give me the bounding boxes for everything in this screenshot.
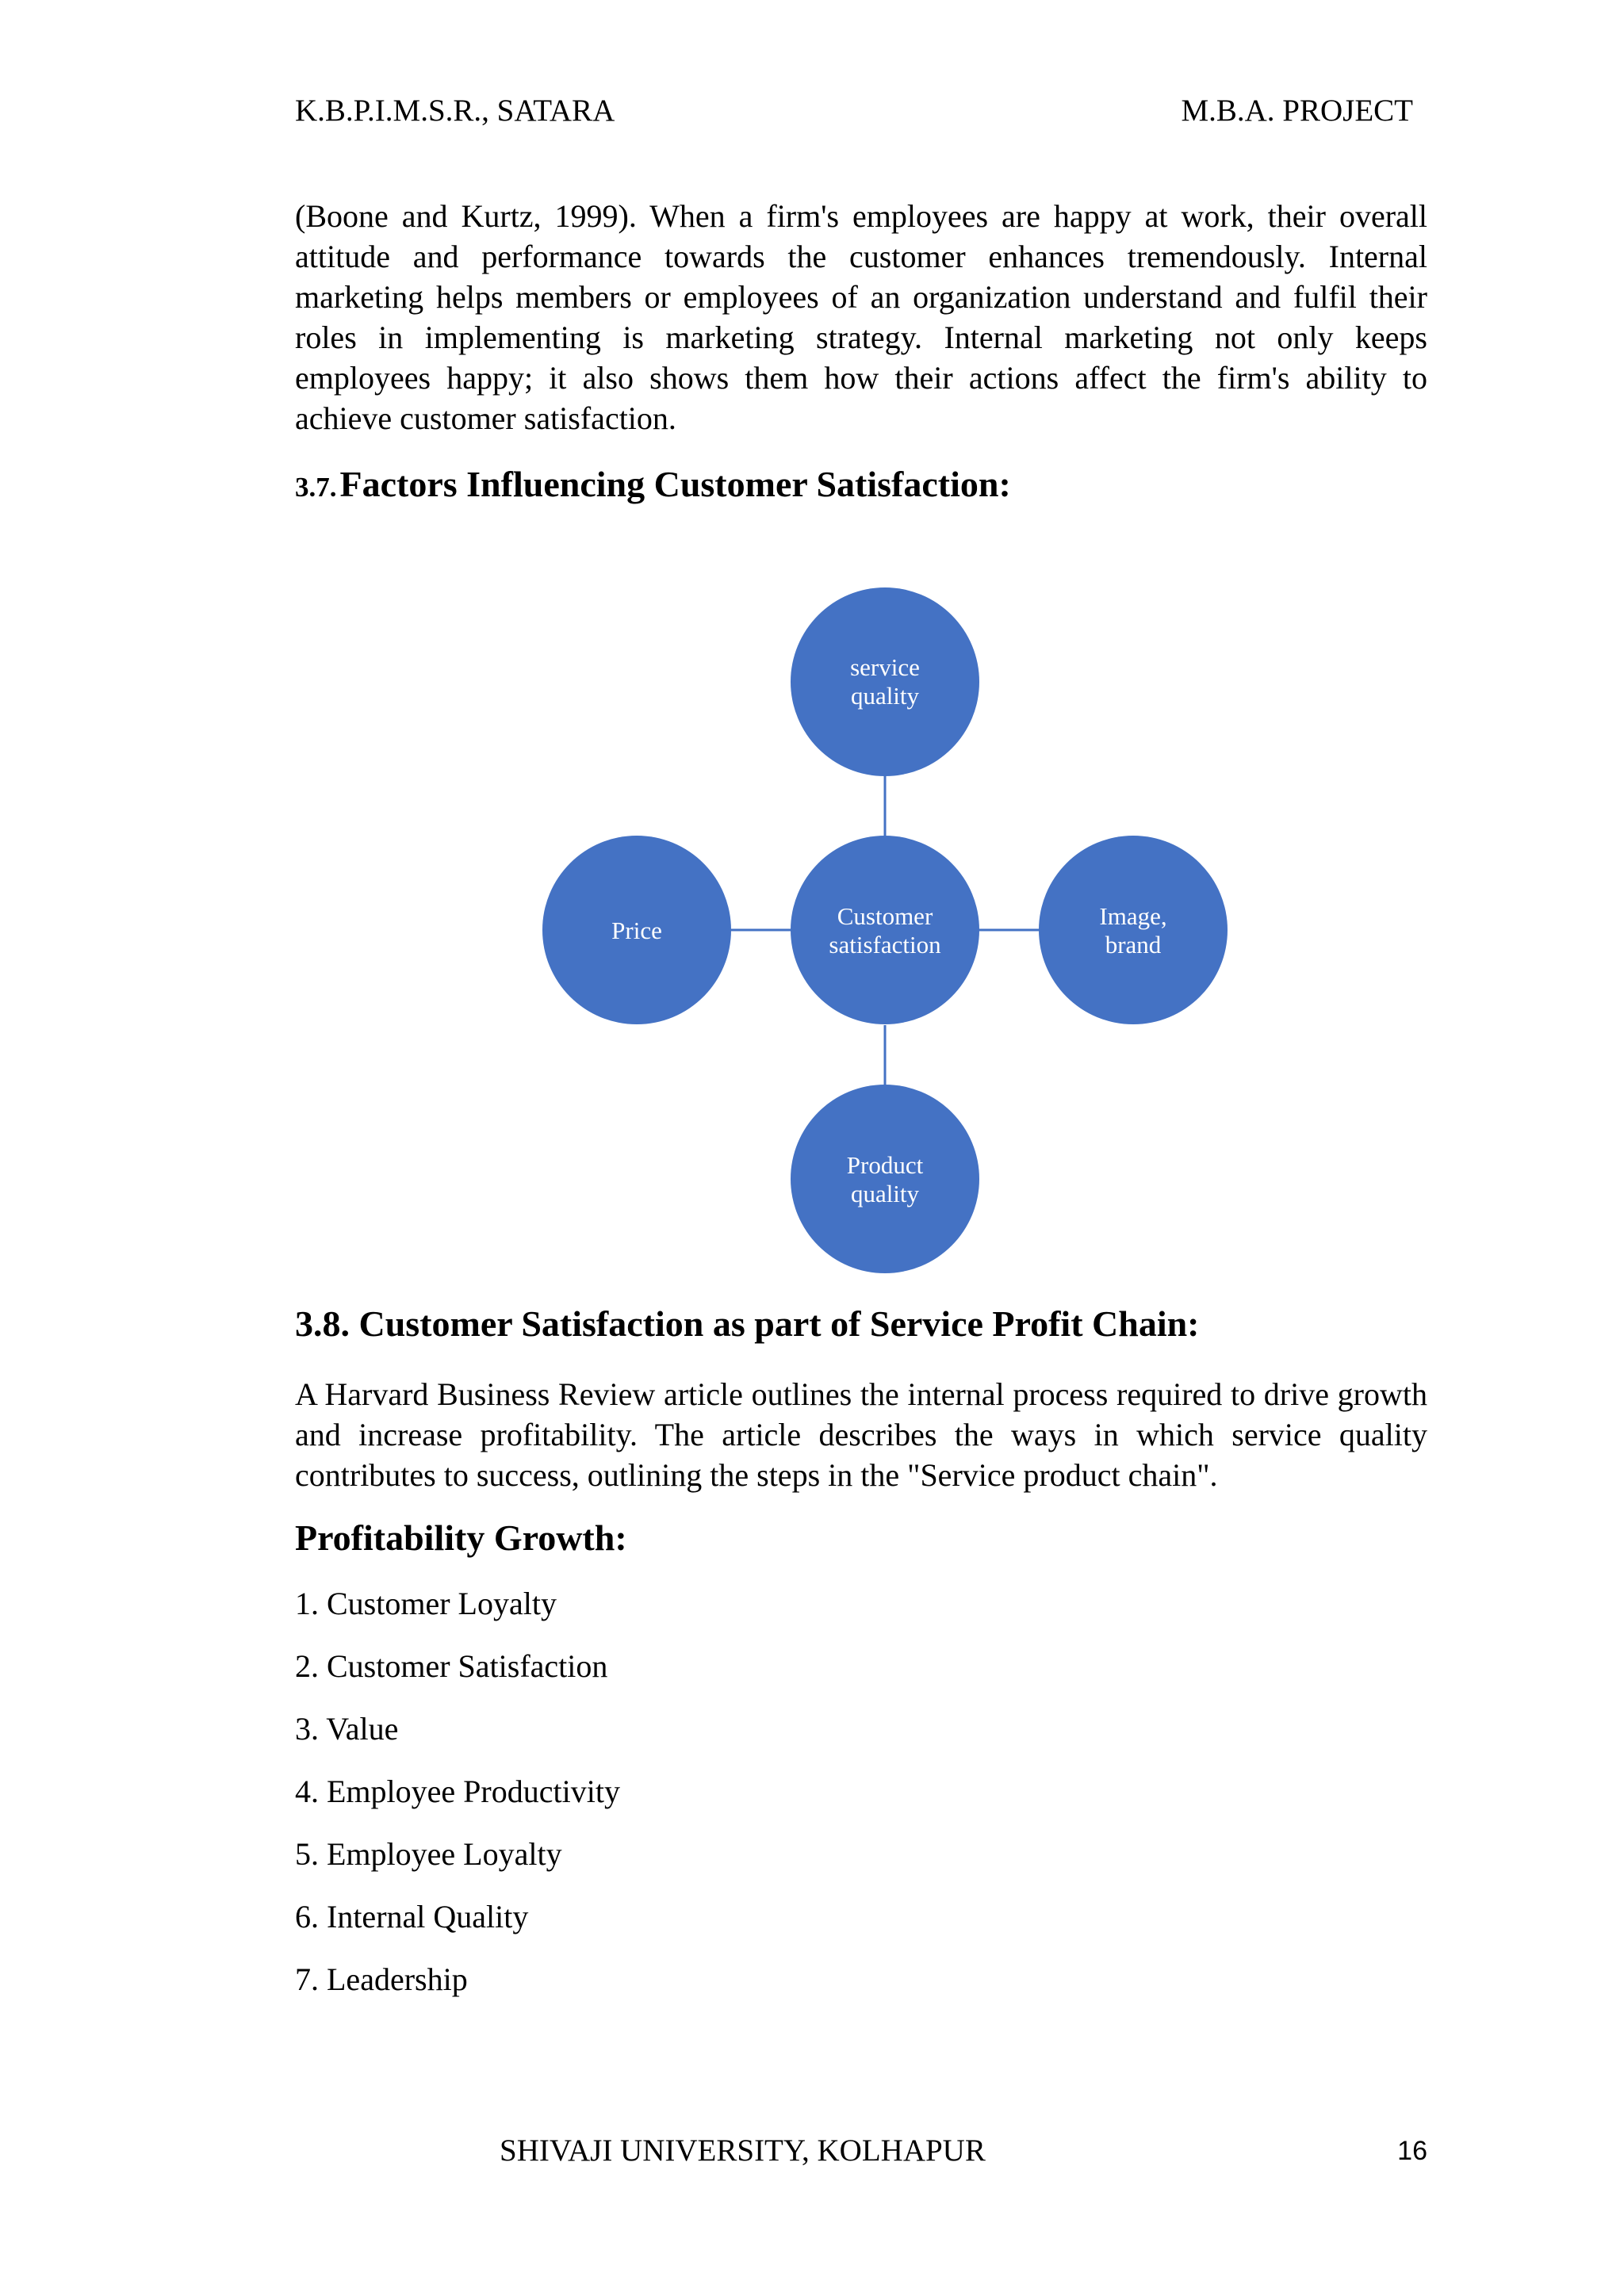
footer-university: SHIVAJI UNIVERSITY, KOLHAPUR — [500, 2133, 986, 2168]
node-service-quality-line2: quality — [850, 682, 920, 710]
node-product-quality — [791, 1085, 979, 1273]
list-item: 7. Leadership — [295, 1961, 468, 1997]
list-item: 4. Employee Productivity — [295, 1774, 620, 1809]
node-price-label: Price — [611, 916, 662, 944]
node-product-quality-line2: quality — [850, 1180, 920, 1207]
node-center-line1: Customer — [837, 902, 933, 930]
section-3-7-number: 3.7. — [295, 472, 337, 503]
list-item: 6. Internal Quality — [295, 1899, 529, 1934]
node-image-brand — [1039, 836, 1228, 1024]
node-center-line2: satisfaction — [829, 931, 941, 959]
section-3-8-paragraph: A Harvard Business Review article outlines the internal process required to drive growth and increase profitability. The article describes the ways in which service quality contributes to success, outlining the steps in the "Service product chain". — [295, 1376, 1427, 1493]
header-project: M.B.A. PROJECT — [1181, 94, 1413, 128]
section-3-8-heading: 3.8. Customer Satisfaction as part of Service Profit Chain: — [295, 1303, 1200, 1344]
header-institute: K.B.P.I.M.S.R., SATARA — [295, 94, 615, 128]
list-item: 2. Customer Satisfaction — [295, 1648, 608, 1684]
list-item: 5. Employee Loyalty — [295, 1836, 562, 1872]
node-price — [542, 836, 731, 1024]
page-number: 16 — [1397, 2136, 1427, 2166]
profitability-growth-heading: Profitability Growth: — [295, 1517, 627, 1558]
node-customer-satisfaction — [791, 836, 979, 1024]
node-product-quality-line1: Product — [846, 1151, 924, 1179]
node-image-brand-line2: brand — [1105, 931, 1162, 959]
list-item: 1. Customer Loyalty — [295, 1586, 557, 1621]
profitability-list — [295, 1584, 620, 2022]
node-service-quality-line1: service — [850, 653, 920, 681]
node-service-quality — [791, 587, 979, 776]
list-item: 3. Value — [295, 1711, 399, 1747]
intro-paragraph: (Boone and Kurtz, 1999). When a firm's employees are happy at work, their overall attitude and performance towards the customer enhances tremendously. Internal marketing helps members or employees of an organization understand and fulfil their roles in implementing is marketing strategy. Internal marketing not only keeps employees happy; it also shows them how their actions affect the firm's ability to achieve customer satisfaction. — [295, 198, 1427, 436]
section-3-7-title: Factors Influencing Customer Satisfaction: — [339, 464, 1011, 504]
node-image-brand-line1: Image, — [1099, 902, 1167, 930]
